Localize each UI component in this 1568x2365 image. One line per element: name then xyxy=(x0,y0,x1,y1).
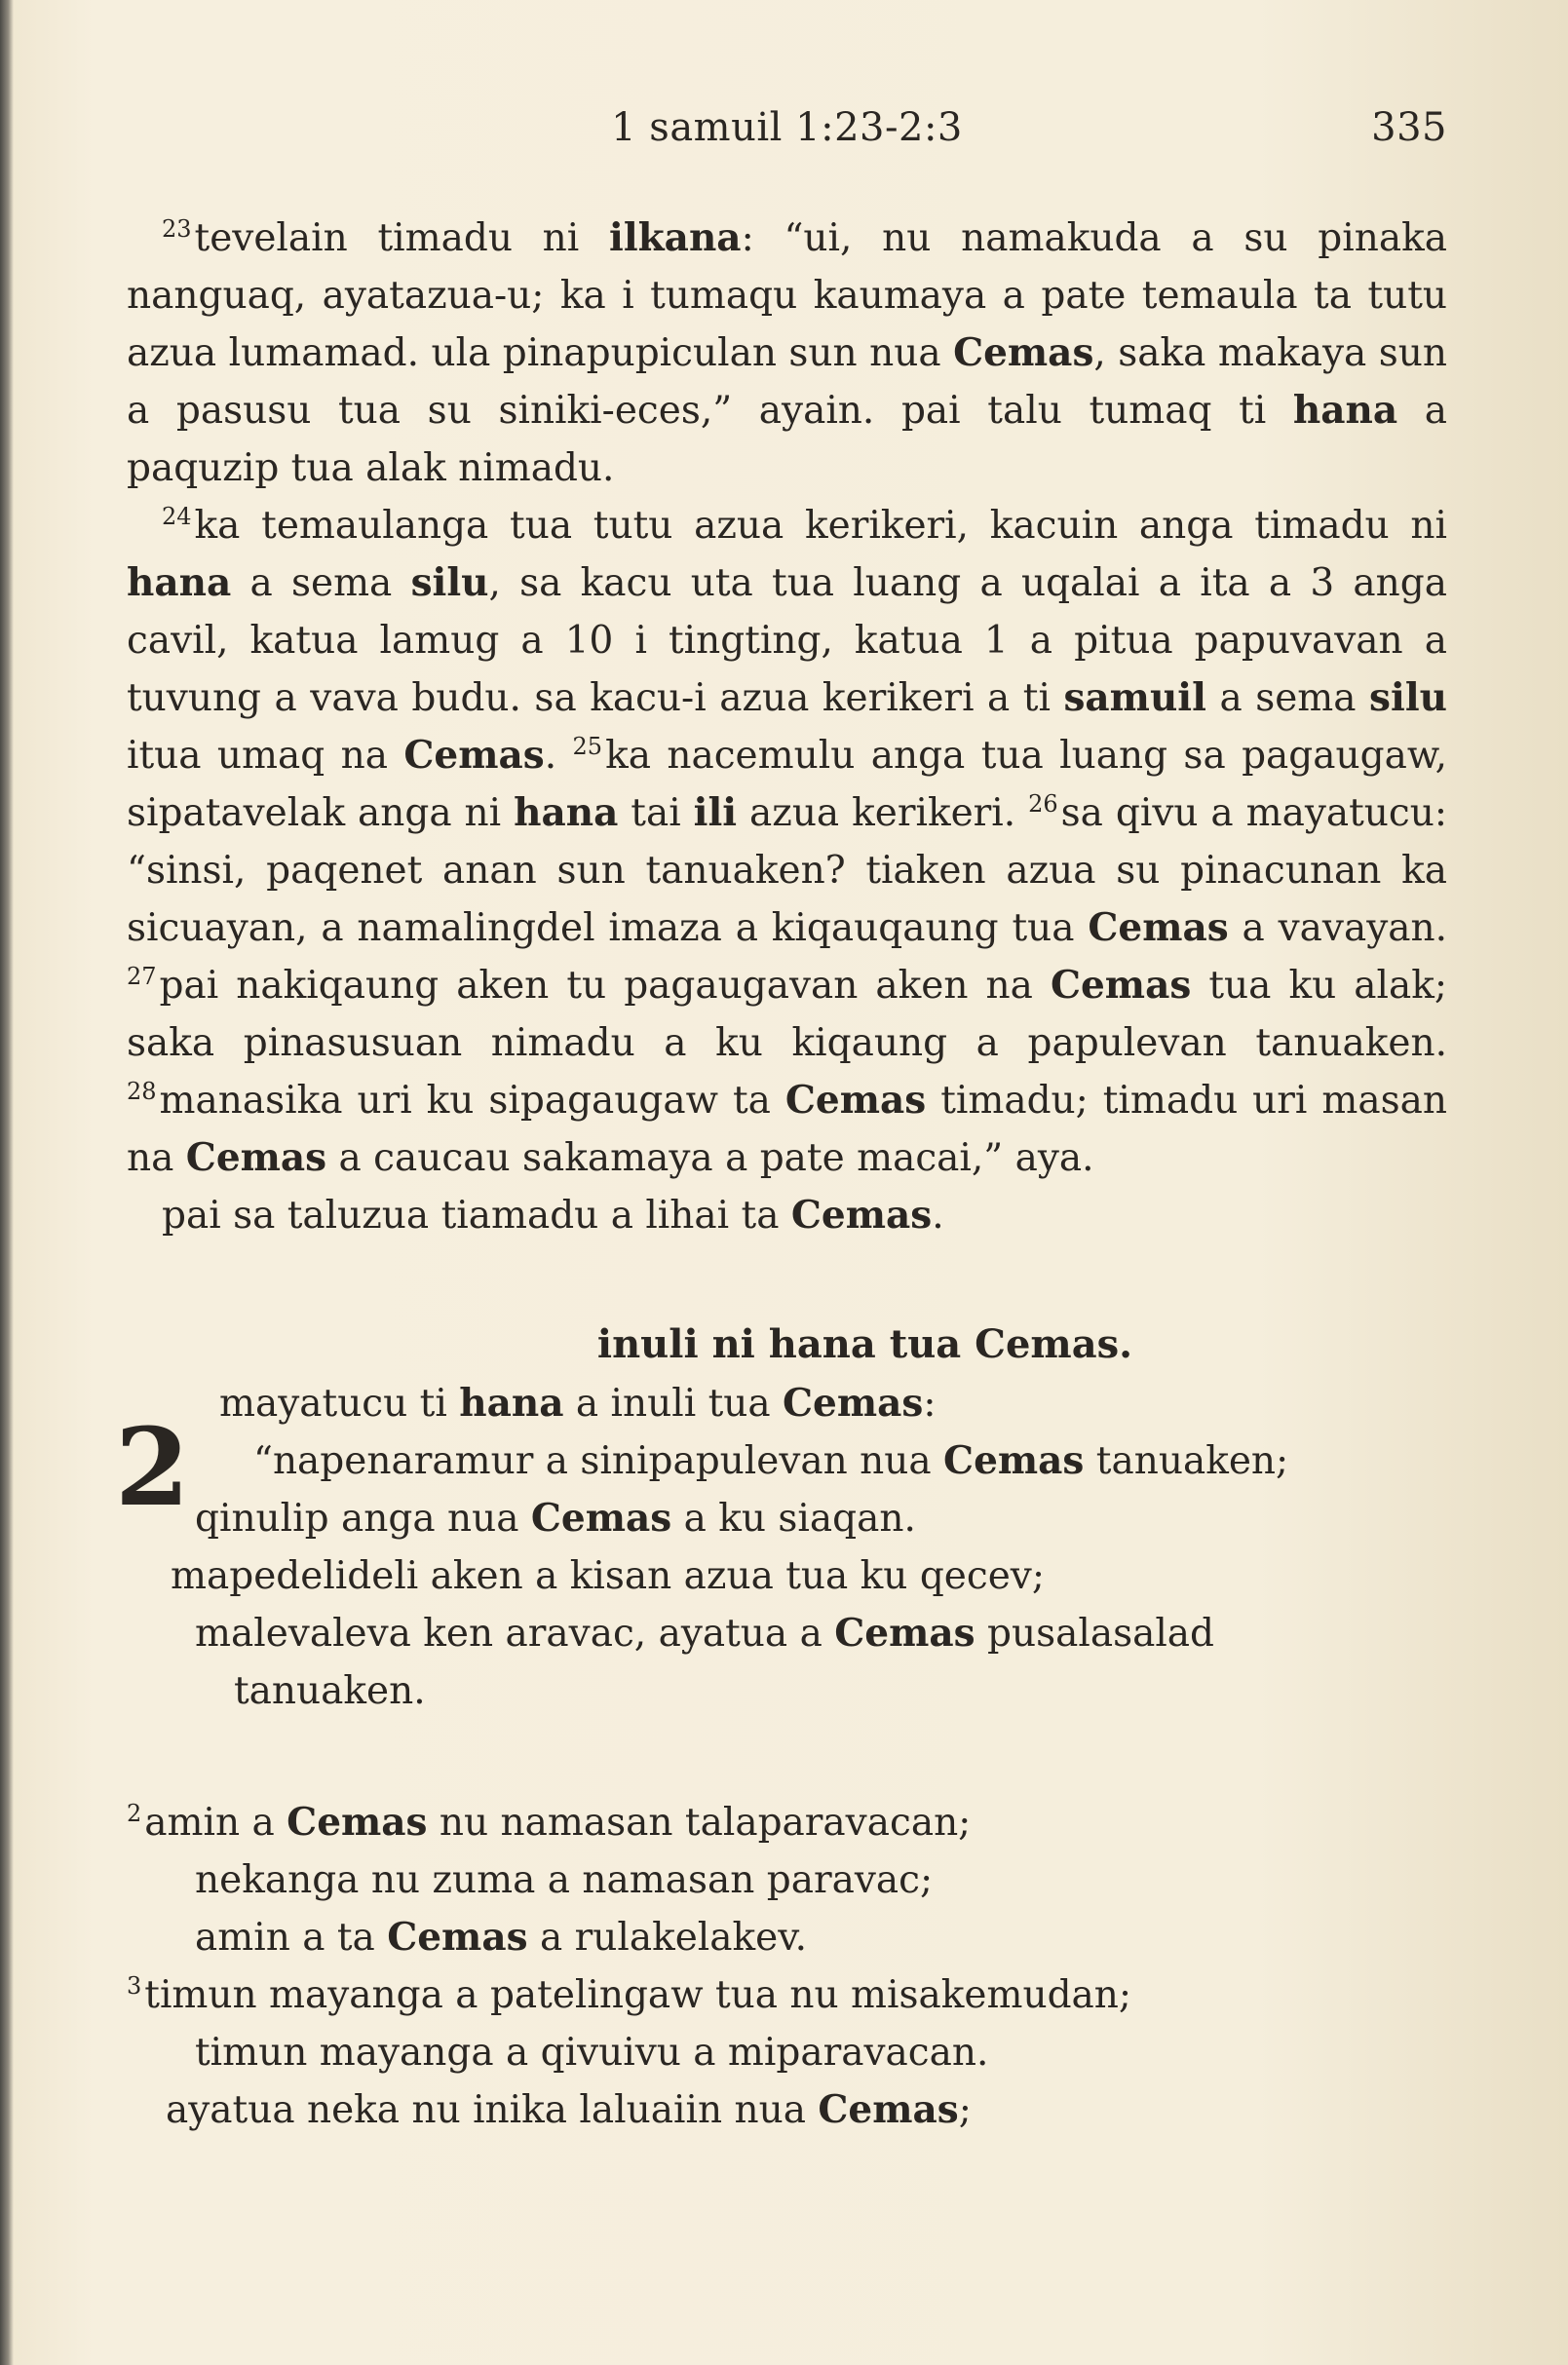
text-run: ; xyxy=(958,2088,972,2132)
text-run: tevelain timadu ni xyxy=(194,216,610,260)
paragraph-verse-24 xyxy=(127,497,1447,1187)
name-bold: Cemas xyxy=(943,1438,1085,1483)
name-bold: Cemas xyxy=(953,330,1094,375)
poem-line xyxy=(127,1605,1447,1662)
text-run: a ku siaqan. xyxy=(671,1497,916,1541)
text-run: a rulakelakev. xyxy=(527,1916,808,1960)
name-bold: hana xyxy=(459,1381,564,1426)
text-run: , saka makaya sun a pasusu tua su siniki-eces,” ayain. pai talu tumaq ti xyxy=(127,331,1447,433)
name-bold: Cemas xyxy=(287,1800,428,1845)
name-bold: Cemas xyxy=(790,1193,933,1238)
poem-line xyxy=(127,1794,1447,1851)
text-run: ka nacemulu anga tua luang sa pagaugaw, sipatavelak anga ni xyxy=(127,734,1448,835)
name-bold: silu xyxy=(1369,675,1447,720)
page-header xyxy=(127,105,1447,164)
poem-line xyxy=(127,1432,1447,1490)
verse-number: 27 xyxy=(127,963,157,990)
text-run: tua ku alak; saka pinasusuan nimadu a ku kiqaung a papulevan tanuaken. xyxy=(127,964,1447,1065)
text-run: “napenaramur a sinipapulevan nua xyxy=(253,1439,944,1483)
stanza-gap xyxy=(127,1720,1447,1794)
verse-number: 24 xyxy=(162,503,192,530)
text-run: ka temaulanga tua tutu azua kerikeri, kacuin anga timadu ni xyxy=(194,504,1447,548)
chapter-2 xyxy=(115,1375,1447,2139)
name-bold: Cemas xyxy=(834,1611,975,1656)
text-run: . xyxy=(932,1194,944,1238)
text-run: timun mayanga a patelingaw tua nu misakemudan; xyxy=(144,1973,1132,2017)
text-run: a caucau sakamaya a pate macai,” aya. xyxy=(326,1136,1094,1180)
name-bold: hana xyxy=(514,790,619,835)
page-number: 335 xyxy=(1371,105,1447,150)
text-run: sa qivu a mayatucu: “sinsi, paqenet anan sun tanuaken? tiaken azua su pinacunan ka sicuayan, a namalingdel imaza a kiqauqaung tua xyxy=(127,791,1447,950)
poem-line xyxy=(127,1909,1447,1966)
text-run: manasika uri ku sipagaugaw ta xyxy=(159,1079,785,1123)
text-run: a inuli tua xyxy=(563,1382,784,1426)
name-bold: Cemas xyxy=(1088,905,1229,950)
text-run: , sa kacu uta tua luang a uqalai a ita a 3 anga cavil, katua lamug a 10 i tingting, katua 1 a pitua papuvavan a tuvung a vava budu. sa kacu-i azua kerikeri a ti xyxy=(127,561,1447,720)
text-run: azua kerikeri. xyxy=(737,791,1029,835)
poem-line: nekanga nu zuma a namasan paravac; xyxy=(195,1858,934,1902)
chapter-number: 2 xyxy=(115,1404,190,1530)
name-bold: hana xyxy=(1292,388,1398,433)
text-run: a vavayan. xyxy=(1228,906,1447,950)
body-text xyxy=(115,210,1448,2139)
text-run: amin a xyxy=(144,1801,287,1845)
name-bold: Cemas xyxy=(387,1915,528,1960)
verse-number: 25 xyxy=(572,733,603,760)
text-run: nu namasan talaparavacan; xyxy=(427,1801,972,1845)
name-bold: ili xyxy=(693,790,738,835)
text-run: mayatucu ti xyxy=(219,1382,460,1426)
name-bold: Cemas xyxy=(1050,963,1192,1008)
text-run: : xyxy=(923,1382,937,1426)
section-title: inuli ni hana tua Cemas. xyxy=(596,1321,1133,1367)
text-run: tanuaken; xyxy=(1084,1439,1289,1483)
text-run: a paquzip tua alak nimadu. xyxy=(127,389,1447,490)
name-bold: Cemas xyxy=(185,1135,327,1180)
poem-line: tanuaken. xyxy=(234,1669,426,1713)
text-run: ayatua neka nu inika laluaiin nua xyxy=(166,2088,819,2132)
text-run: tai xyxy=(618,791,694,835)
text-run: amin a ta xyxy=(195,1916,388,1960)
text-run: a sema xyxy=(231,561,411,605)
text-run: qinulip anga nua xyxy=(195,1497,531,1541)
verse-number: 26 xyxy=(1028,790,1058,818)
verse-number: 28 xyxy=(127,1078,157,1105)
verse-number: 2 xyxy=(127,1800,142,1827)
name-bold: Cemas xyxy=(530,1496,672,1541)
text-run: malevaleva ken aravac, ayatua a xyxy=(195,1612,835,1656)
poem-line: timun mayanga a qivuivu a miparavacan. xyxy=(195,2031,989,2075)
poem-line: mapedelideli aken a kisan azua tua ku qecev; xyxy=(171,1554,1045,1598)
text-run: itua umaq na xyxy=(127,734,404,778)
name-bold: Cemas xyxy=(403,733,545,778)
poem-line xyxy=(127,1490,1447,1547)
text-run: timadu; timadu uri masan na xyxy=(127,1079,1447,1180)
text-run: a sema xyxy=(1205,676,1370,720)
poem-line xyxy=(127,2081,1447,2139)
name-bold: samuil xyxy=(1063,675,1206,720)
name-bold: hana xyxy=(127,560,232,605)
running-head: 1 samuil 1:23-2:3 xyxy=(611,105,963,150)
text-run: . xyxy=(544,734,573,778)
text-run: pusalasalad xyxy=(975,1612,1215,1656)
name-bold: Cemas xyxy=(783,1381,924,1426)
text-run: : “ui, nu namakuda a su pinaka nanguaq, ayatazua-u; ka i tumaqu kaumaya a pate temaula ta tutu azua lumamad. ula pinapupiculan sun nua xyxy=(127,216,1447,375)
paragraph-closing xyxy=(127,1187,1447,1244)
name-bold: silu xyxy=(410,560,489,605)
paragraph-verse-23 xyxy=(127,210,1447,497)
verse-number: 23 xyxy=(162,215,192,243)
text-run: pai sa taluzua tiamadu a lihai ta xyxy=(162,1194,791,1238)
name-bold: Cemas xyxy=(818,2087,959,2132)
poem-line xyxy=(127,1375,1447,1432)
verse-number: 3 xyxy=(127,1972,142,2000)
name-bold: Cemas xyxy=(784,1078,927,1123)
poem-line xyxy=(127,1966,1447,2024)
text-run: pai nakiqaung aken tu pagaugavan aken na xyxy=(159,964,1051,1008)
name-bold: ilkana xyxy=(609,215,742,260)
